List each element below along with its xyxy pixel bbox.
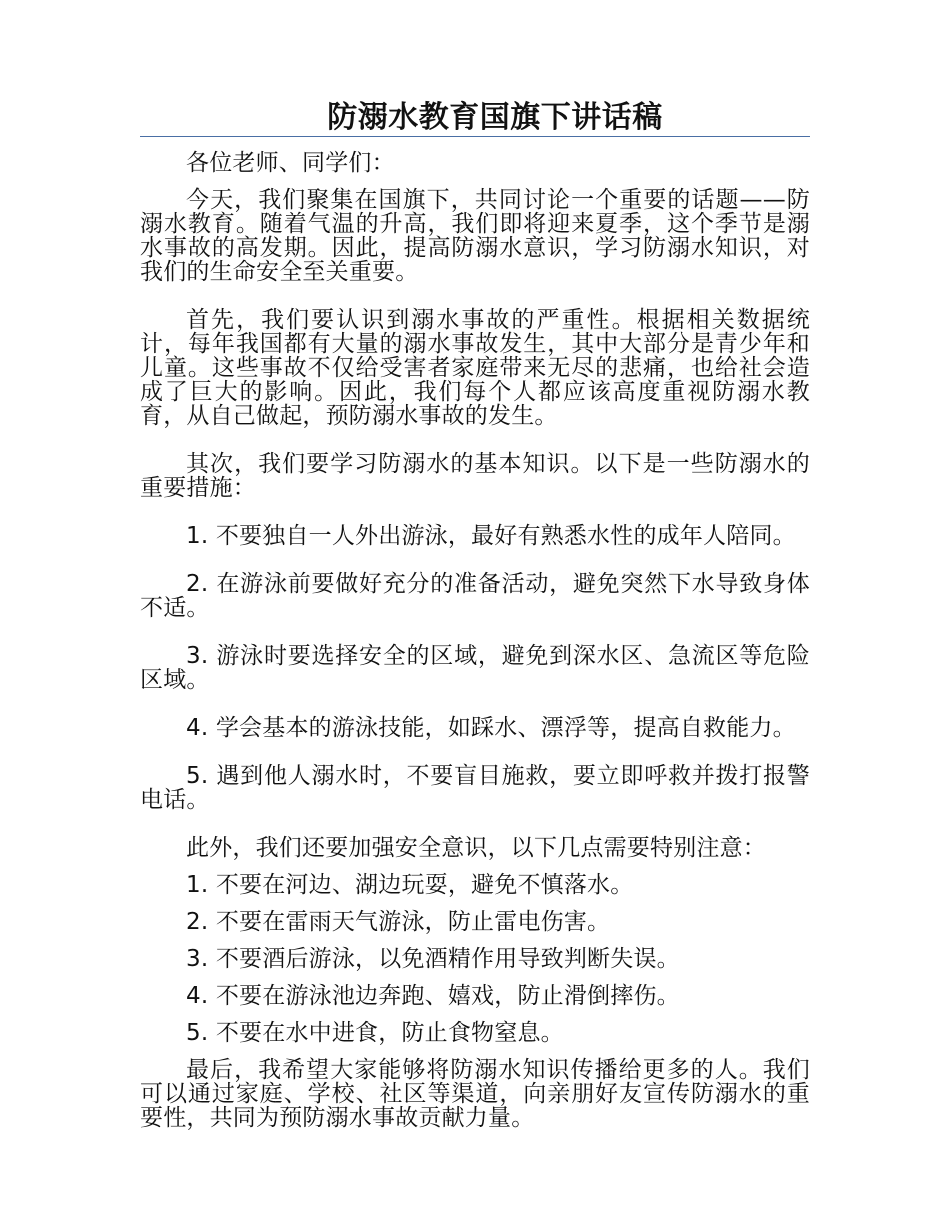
document-page	[140, 100, 810, 1154]
notice-item: 4. 不要在游泳池边奔跑、嬉戏，防止滑倒摔伤。	[186, 983, 680, 1009]
measure-item: 3. 游泳时要选择安全的区域，避免到深水区、急流区等危险区域。	[140, 643, 810, 693]
measure-item: 4. 学会基本的游泳技能，如踩水、漂浮等，提高自救能力。	[186, 715, 796, 741]
title-underline	[140, 136, 810, 137]
notice-item: 2. 不要在雷雨天气游泳，防止雷电伤害。	[186, 909, 611, 935]
greeting: 各位老师、同学们：	[186, 150, 395, 176]
measure-item: 1. 不要独自一人外出游泳，最好有熟悉水性的成年人陪同。	[186, 523, 796, 549]
paragraph-additional: 此外，我们还要加强安全意识，以下几点需要特别注意：	[186, 835, 766, 861]
measure-item: 2. 在游泳前要做好充分的准备活动，避免突然下水导致身体不适。	[140, 571, 810, 621]
notice-item: 3. 不要酒后游泳，以免酒精作用导致判断失误。	[186, 946, 680, 972]
document-title: 防溺水教育国旗下讲话稿	[327, 100, 663, 135]
paragraph-intro: 今天，我们聚集在国旗下，共同讨论一个重要的话题——防溺水教育。随着气温的升高，我们即将迎来夏季，这个季节是溺水事故的高发期。因此，提高防溺水意识，学习防溺水知识，对我们的生命安全至关重要。	[140, 187, 810, 285]
measure-item: 5. 遇到他人溺水时，不要盲目施救，要立即呼救并拨打报警电话。	[140, 763, 810, 813]
notice-item: 1. 不要在河边、湖边玩耍，避免不慎落水。	[186, 872, 634, 898]
paragraph-closing: 最后，我希望大家能够将防溺水知识传播给更多的人。我们可以通过家庭、学校、社区等渠道，向亲朋好友宣传防溺水的重要性，共同为预防溺水事故贡献力量。	[140, 1057, 810, 1131]
notice-item: 5. 不要在水中进食，防止食物窒息。	[186, 1020, 564, 1046]
paragraph-second: 其次，我们要学习防溺水的基本知识。以下是一些防溺水的重要措施：	[140, 451, 810, 501]
paragraph-first: 首先，我们要认识到溺水事故的严重性。根据相关数据统计，每年我国都有大量的溺水事故发生，其中大部分是青少年和儿童。这些事故不仅给受害者家庭带来无尽的悲痛，也给社会造成了巨大的影响。因此，我们每个人都应该高度重视防溺水教育，从自己做起，预防溺水事故的发生。	[140, 307, 810, 429]
